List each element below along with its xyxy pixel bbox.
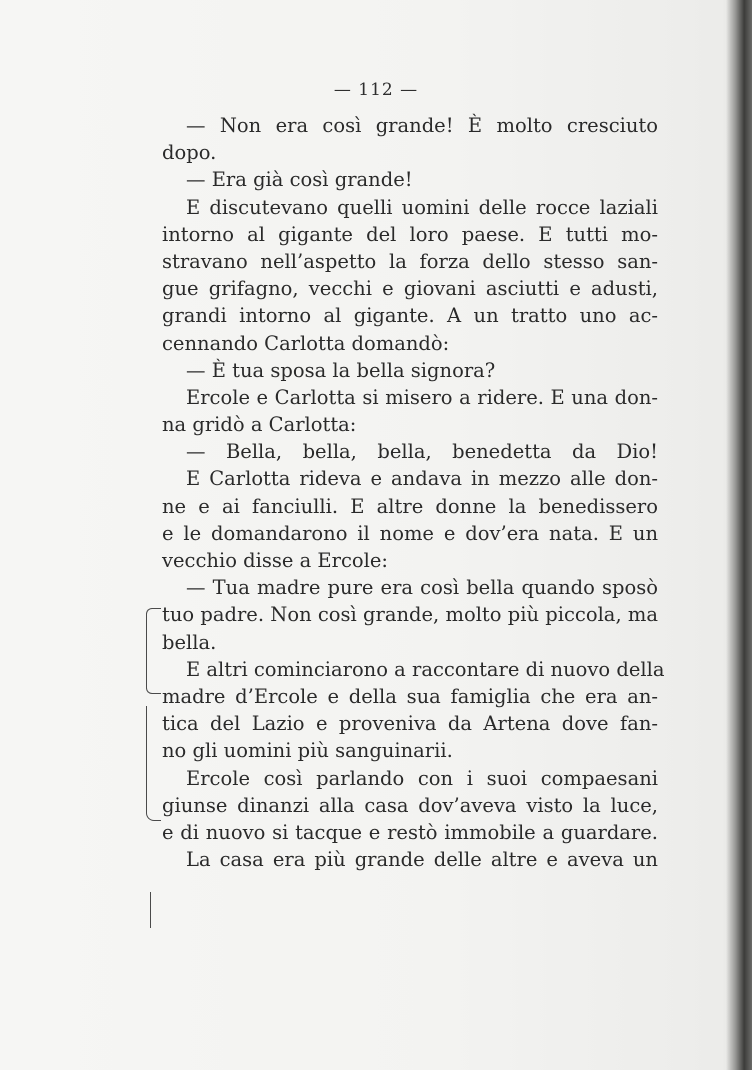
text-line: grandi intorno al gigante. A un tratto uno ac- xyxy=(162,304,658,328)
text-line: — Era già così grande! xyxy=(186,168,413,192)
text-line: stravano nell’aspetto la forza dello stesso san- xyxy=(162,249,658,273)
text-line: — Bella, bella, bella, benedetta da Dio! xyxy=(186,440,658,464)
text-line: dopo. xyxy=(162,141,217,165)
text-line: — Non era così grande! È molto cresciuto xyxy=(186,114,658,137)
text-line: gue grifagno, vecchi e giovani asciutti e adusti, xyxy=(162,277,658,301)
text-line: E altri cominciarono a raccontare di nuovo della xyxy=(186,657,665,681)
text-line: e di nuovo si tacque e restò immobile a guardare. xyxy=(162,820,658,844)
book-spine-shadow xyxy=(726,0,752,1070)
text-line: e le domandarono il nome e dov’era nata. E un xyxy=(162,521,658,545)
text-line: na gridò a Carlotta: xyxy=(162,413,357,437)
text-line: vecchio disse a Ercole: xyxy=(162,549,388,572)
text-line: ne e ai fanciulli. E altre donne la benedissero xyxy=(162,494,658,518)
margin-bracket-mark xyxy=(146,706,161,821)
text-line: tuo padre. Non così grande, molto più piccola, ma xyxy=(162,603,658,627)
text-line: E discutevano quelli uomini delle rocce laziali xyxy=(186,195,658,219)
text-line: bella. xyxy=(162,630,217,654)
text-line: E Carlotta rideva e andava in mezzo alle don- xyxy=(186,467,658,491)
margin-bracket-mark xyxy=(150,892,165,928)
text-line: cennando Carlotta domandò: xyxy=(162,331,450,355)
body-text xyxy=(162,112,665,873)
text-line: — È tua sposa la bella signora? xyxy=(186,358,496,382)
text-line: tica del Lazio e proveniva da Artena dove fan- xyxy=(162,712,658,736)
text-line: no gli uomini più sanguinarii. xyxy=(162,739,453,763)
text-line: giunse dinanzi alla casa dov’aveva visto la luce, xyxy=(162,793,658,817)
text-line: intorno al gigante del loro paese. E tutti mo- xyxy=(162,222,658,246)
text-line: Ercole e Carlotta si misero a ridere. E una don- xyxy=(186,385,658,409)
text-line: madre d’Ercole e della sua famiglia che era an- xyxy=(162,684,658,708)
text-line: — Tua madre pure era così bella quando sposò xyxy=(186,576,658,600)
text-line: Ercole così parlando con i suoi compaesani xyxy=(186,766,658,790)
text-line: La casa era più grande delle altre e aveva un xyxy=(186,848,658,872)
margin-bracket-mark xyxy=(146,608,161,694)
page-number: — 112 — xyxy=(333,80,419,100)
